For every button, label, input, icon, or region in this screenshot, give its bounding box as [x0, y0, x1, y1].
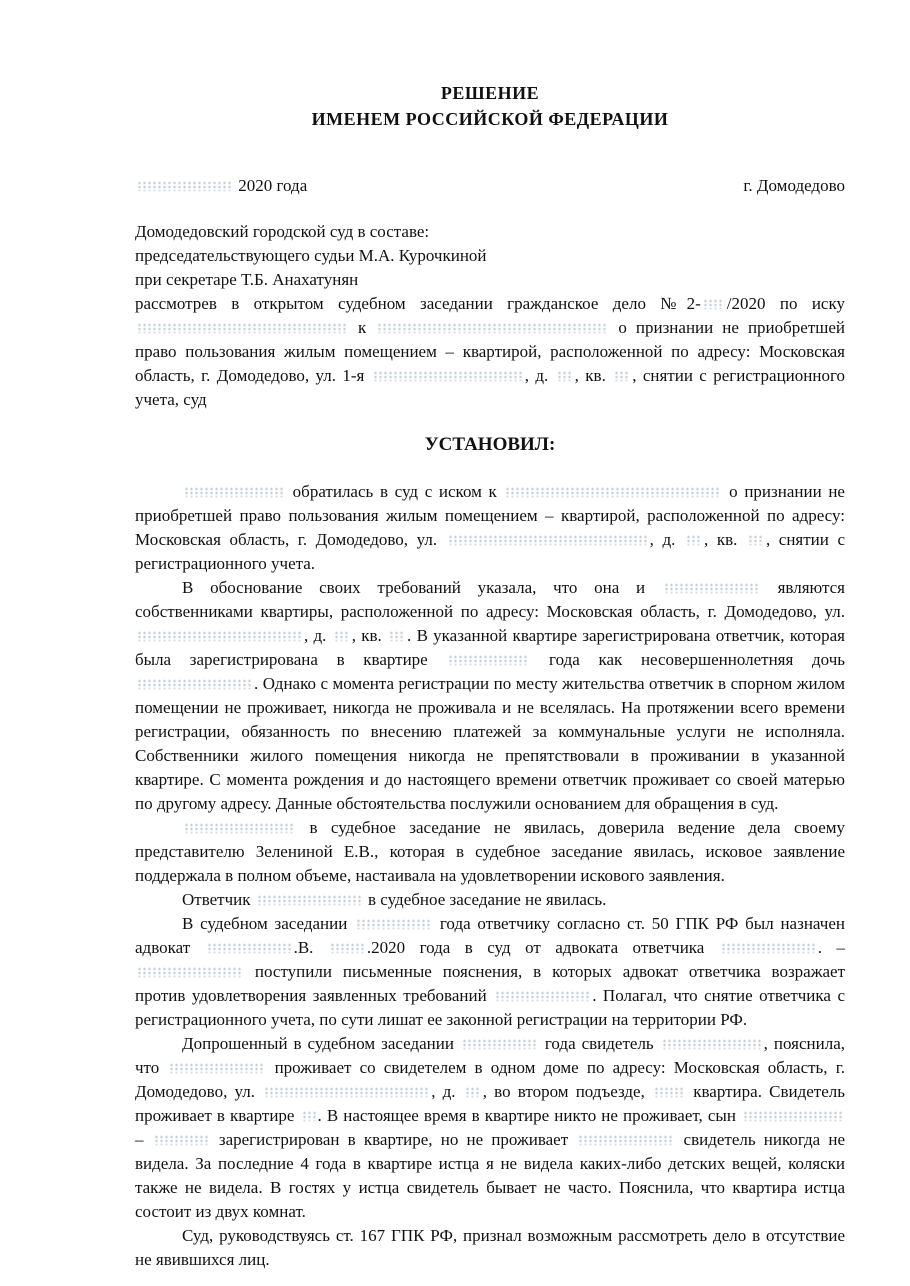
redacted-text — [743, 1111, 843, 1121]
intro-line: при секретаре Т.Б. Анахатунян — [135, 270, 359, 289]
paragraph: Допрошенный в судебном заседании года свидетель , пояснила, что проживает со свидетелем в одном доме по адресу: Московская область, г. Домодедово, ул. , д. , во втором подъезде, квартира. Свидетель проживает в квартире . В настоящее время в квартире никто не проживает, сын – зарегистрирован в квартире, но не проживает свидетель никогда не видела. За последние 4 года в квартире истца я не видела каких-либо детских вещей, коляски также не видела. В гостях у истца свидетель бывает не часто. Пояснила, что квартира истца состоит из двух комнат. — [135, 1034, 846, 1221]
redacted-text — [703, 299, 725, 309]
redacted-text — [330, 943, 365, 953]
redacted-text — [154, 1135, 209, 1145]
date-place-line — [135, 174, 845, 198]
redacted-text — [169, 1063, 264, 1073]
paragraph: рассмотрев в открытом судебном заседании гражданское дело №2- /2020 по иску к о признании не приобретшей право пользования жилым помещением – квартирой, расположенной по адресу: Московская область, г. Домодедово, ул. 1-я , д. , кв. , снятии с регистрационного учета, суд — [135, 294, 846, 409]
redacted-text — [184, 823, 294, 833]
intro-line: председательствующего судьи М.А. Курочкиной — [135, 246, 487, 265]
redacted-text — [373, 371, 523, 381]
redacted-text — [377, 323, 607, 333]
paragraph: в судебное заседание не явилась, доверила ведение дела своему представителю Зелениной Е.В., которая в судебное заседание явилась, исковое заявление поддержала в полном объеме, настаивала на удовлетворении искового заявления. — [135, 818, 845, 885]
redacted-text — [614, 371, 630, 381]
title-line-2: ИМЕНЕМ РОССИЙСКОЙ ФЕДЕРАЦИИ — [311, 109, 669, 129]
redacted-text — [578, 1135, 673, 1145]
redacted-text — [356, 919, 431, 929]
date-suffix: 2020 года — [238, 176, 308, 195]
redacted-text — [465, 1087, 481, 1097]
redacted-text — [721, 943, 816, 953]
place-right: г. Домодедово — [743, 176, 845, 195]
redacted-text — [448, 535, 648, 545]
redacted-text — [257, 895, 362, 905]
intro-line: Домодедовский городской суд в составе: — [135, 222, 430, 241]
redacted-text — [264, 1087, 429, 1097]
redacted-text — [462, 1039, 537, 1049]
redacted-text — [662, 1039, 762, 1049]
redacted-text — [748, 535, 764, 545]
intro-block — [135, 220, 845, 412]
paragraph: обратилась в суд с иском к о признании не приобретшей право пользования жилым помещением – квартирой, расположенной по адресу: Московская область, г. Домодедово, ул. , д. , кв. , снятии с регистрационного учета. — [135, 482, 845, 573]
redacted-text — [334, 631, 350, 641]
date-left — [135, 174, 307, 198]
redacted-text — [448, 655, 528, 665]
title-line-1: РЕШЕНИЕ — [440, 83, 540, 103]
body-paragraphs — [135, 480, 845, 1272]
section-heading: УСТАНОВИЛ: — [424, 434, 556, 455]
redacted-text — [389, 631, 405, 641]
redacted-date — [137, 181, 232, 191]
redacted-text — [495, 991, 590, 1001]
redacted-text — [137, 967, 242, 977]
paragraph: В судебном заседании года ответчику согласно ст. 50 ГПК РФ был назначен адвокат .В. .2020 года в суд от адвоката ответчика . – поступили письменные пояснения, в которых адвокат ответчика возражает против удовлетворения заявленных требований . Полагал, что снятие ответчика с регистрационного учета, по сути лишат ее законной регистрации на территории РФ. — [135, 914, 845, 1029]
redacted-text — [654, 1087, 684, 1097]
redacted-text — [557, 371, 573, 381]
paragraph: Суд, руководствуясь ст. 167 ГПК РФ, признал возможным рассмотреть дело в отсутствие не явившихся лиц. — [135, 1226, 845, 1269]
redacted-text — [137, 679, 252, 689]
redacted-text — [137, 631, 302, 641]
document-title — [135, 80, 845, 132]
redacted-text — [207, 943, 292, 953]
redacted-text — [686, 535, 702, 545]
paragraph: В обоснование своих требований указала, что она и являются собственниками квартиры, расположенной по адресу: Московская область, г. Домодедово, ул. , д. , кв. . В указанной квартире зарегистрирована ответчик, которая была зарегистрирована в квартире года как несовершеннолетняя дочь . Однако с момента регистрации по месту жительства ответчик в спорном жилом помещении не проживает, никогда не проживала и не вселялась. На протяжении всего времени регистрации, обязанность по внесению платежей за коммунальные услуги не исполняла. Собственники жилого помещения никогда не препятствовали в проживании в указанной квартире. С момента рождения и до настоящего времени ответчик проживает со своей матерью по другому адресу. Данные обстоятельства послужили основанием для обращения в суд. — [135, 578, 846, 813]
redacted-text — [505, 487, 720, 497]
redacted-text — [184, 487, 284, 497]
redacted-text — [302, 1111, 316, 1121]
redacted-text — [137, 323, 347, 333]
paragraph: Ответчик в судебное заседание не явилась. — [182, 890, 607, 909]
redacted-text — [664, 583, 759, 593]
